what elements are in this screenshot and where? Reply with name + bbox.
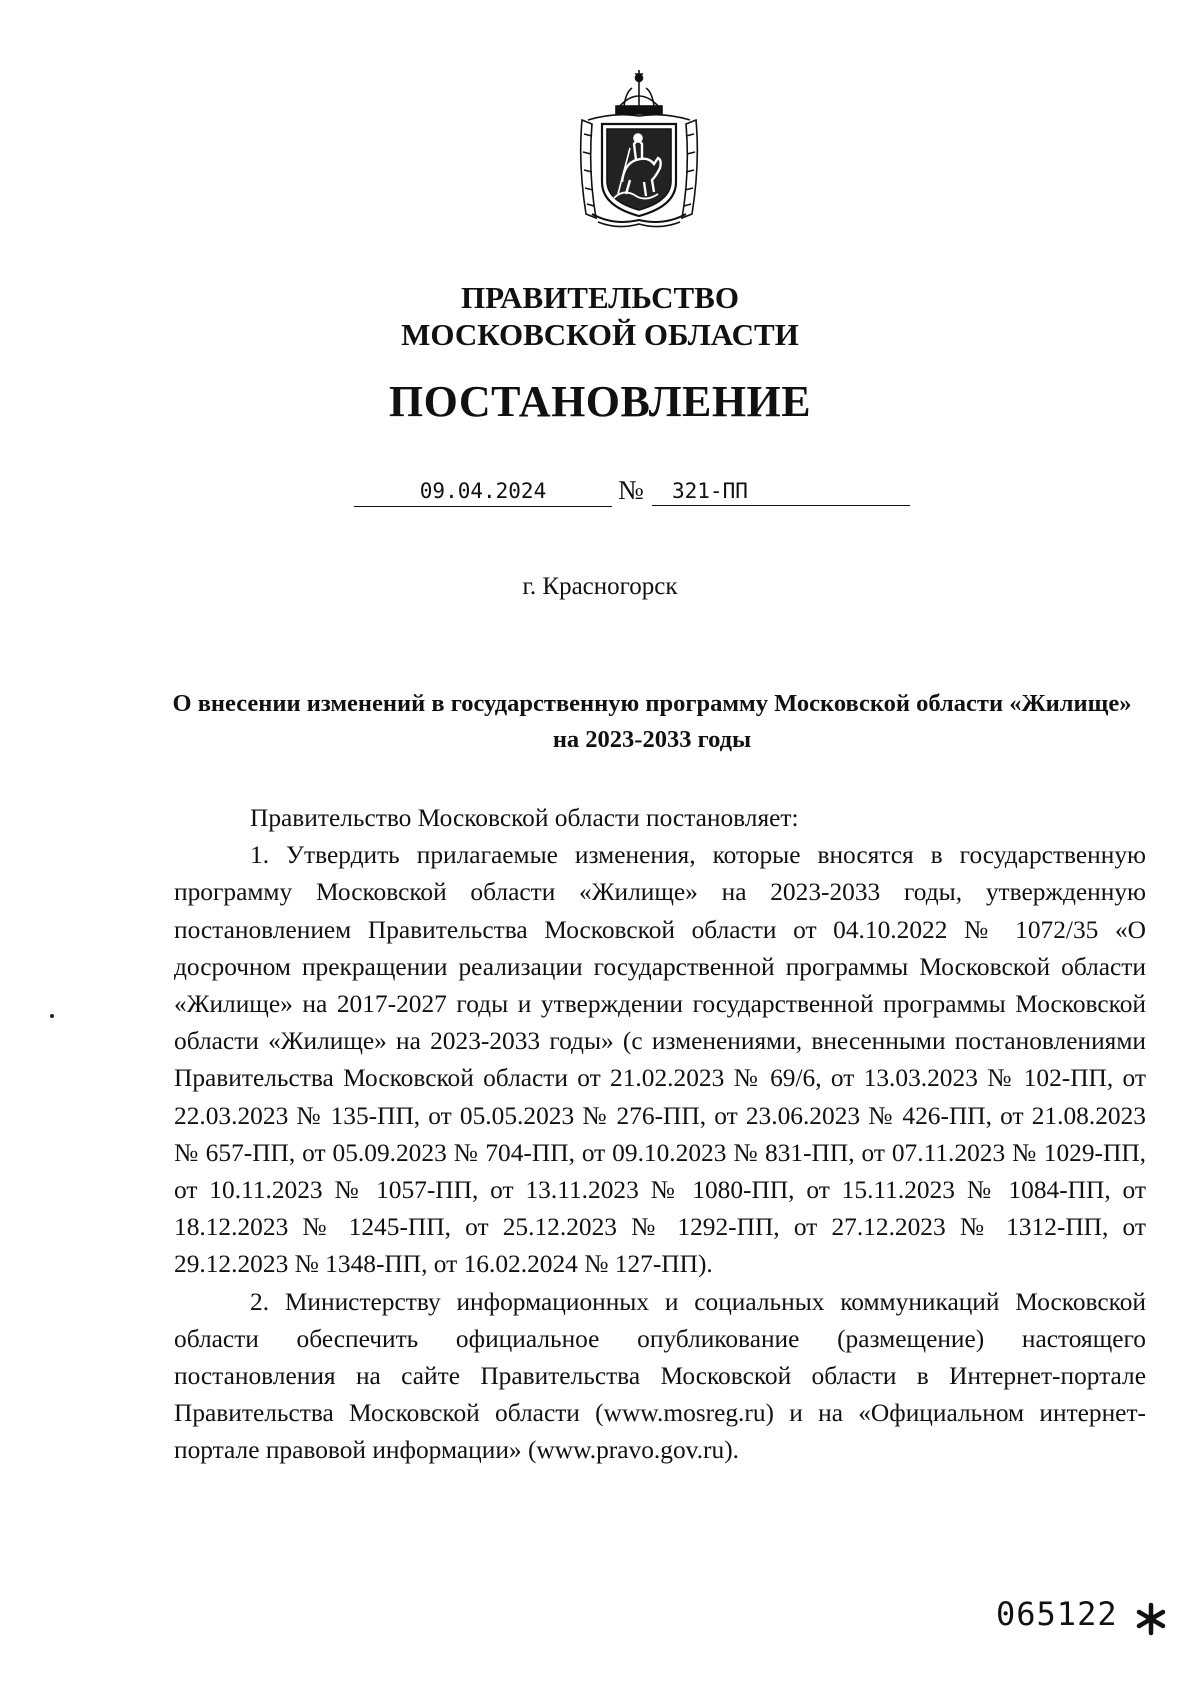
document-title: О внесении изменений в государственную программу Московской области «Жилище» на 2023-2033 годы — [172, 690, 1132, 753]
form-serial-number: 065122 — [996, 1595, 1118, 1633]
moscow-oblast-coat-of-arms-icon — [574, 64, 704, 228]
document-number: 321-ПП — [652, 476, 910, 506]
body-preamble: Правительство Московской области постановляет: — [250, 804, 799, 832]
number-sign: № — [618, 475, 644, 505]
body-paragraph-1: 1. Утвердить прилагаемые изменения, которые вносятся в государственную программу Московской области «Жилище» на 2023-2033 годы, утвержденную постановлением Правительства Московской области от 04.10.2022 № 1072/35 «О досрочном прекращении реализации государственной программы Московской области «Жилище» на 2017-2027 годы и утверждении государственной программы Московской области «Жилище» на 2023-2033 годы» (с изменениями, внесенными постановлениями Правительства Московской области от 21.02.2023 № 69/6, от 13.03.2023 № 102-ПП, от 22.03.2023 № 135-ПП, от 05.05.2023 № 276-ПП, от 23.06.2023 № 426-ПП, от 21.08.2023 № 657-ПП, от 05.09.2023 № 704-ПП, от 09.10.2023 № 831-ПП, от 07.11.2023 № 1029-ПП, от 10.11.2023 № 1057-ПП, от 13.11.2023 № 1080-ПП, от 15.11.2023 № 1084-ПП, от 18.12.2023 № 1245-ПП, от 25.12.2023 № 1292-ПП, от 27.12.2023 № 1312-ПП, от 29.12.2023 № 1348-ПП, от 16.02.2024 № 127-ПП). — [174, 841, 1146, 1279]
city-of-issue: г. Красногорск — [522, 573, 678, 600]
document-body — [174, 800, 1146, 1470]
asterisk-icon — [1134, 1602, 1168, 1636]
authority-name-line-1: ПРАВИТЕЛЬСТВО — [461, 280, 739, 315]
body-paragraph-2: 2. Министерству информационных и социальных коммуникаций Московской области обеспечить официальное опубликование (размещение) настоящего постановления на сайте Правительства Московской области в Интернет-портале Правительства Московской области (www.mosreg.ru) и на «Официальном интернет-портале правовой информации» (www.pravo.gov.ru). — [174, 1287, 1146, 1465]
document-date: 09.04.2024 — [354, 476, 612, 507]
authority-name-line-2: МОСКОВСКОЙ ОБЛАСТИ — [401, 317, 799, 352]
document-type-heading: ПОСТАНОВЛЕНИЕ — [388, 377, 812, 426]
scan-speck — [50, 1014, 54, 1018]
